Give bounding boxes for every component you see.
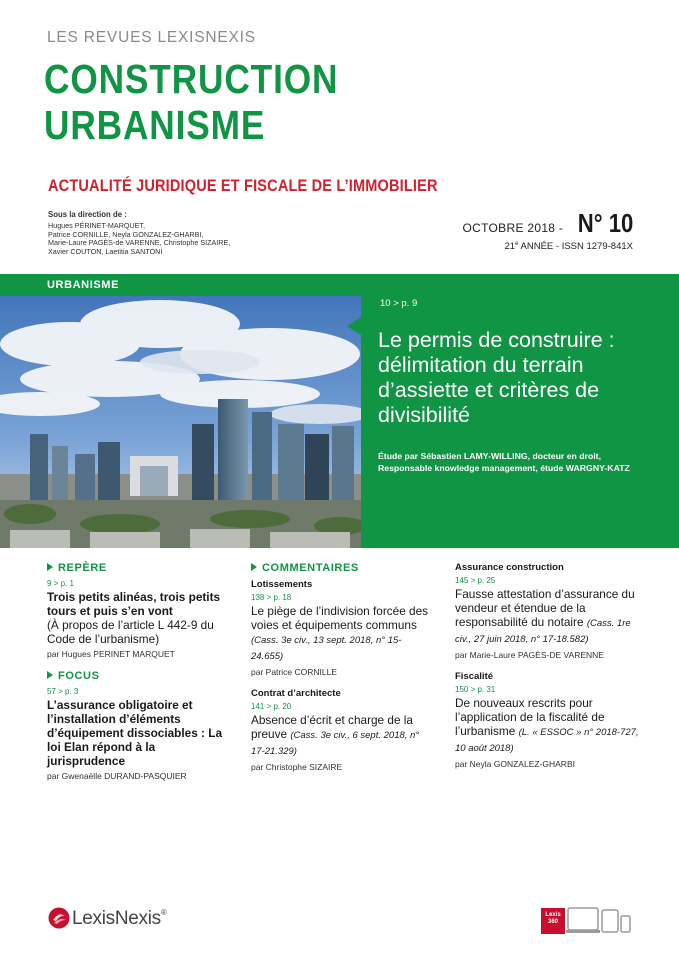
article-rubric: Lotissements — [251, 579, 313, 590]
title-line-2: URBANISME — [44, 102, 266, 148]
contents-column-1 — [47, 562, 227, 792]
article-author: par Marie-Laure PAGÈS-DE VARENNE — [455, 650, 604, 660]
article-title: L’assurance obligatoire et l’installation d’éléments d’équipement dissociables : La loi Elan répond à la jurisprudence — [47, 698, 223, 768]
feature-author: Étude par Sébastien LAMY-WILLING, docteur en droit, Responsable knowledge management, étude WARGNY-KATZ — [378, 451, 630, 473]
issue-info — [463, 208, 633, 252]
section-header-focus: FOCUS — [47, 670, 227, 682]
editorial-direction — [48, 211, 230, 257]
lexisnexis-logo-icon — [48, 907, 70, 929]
contents-column-2 — [251, 562, 431, 783]
section-band-label: URBANISME — [47, 279, 120, 291]
article-item[interactable] — [47, 579, 227, 659]
lexis360-badge: Lexis 360 — [541, 908, 565, 934]
panel-pointer — [347, 317, 361, 335]
journal-subtitle: ACTUALITÉ JURIDIQUE ET FISCALE DE L’IMMOBILIER — [48, 177, 438, 195]
feature-ref: 10 > p. 9 — [380, 298, 418, 309]
section-header-repere: REPÈRE — [47, 562, 227, 574]
article-author: par Hugues PERINET MARQUET — [47, 649, 175, 659]
section-arrow-icon — [47, 671, 53, 679]
article-title: Le piège de l’indivision forcée des voies et équipements communs (Cass. 3e civ., 13 sept. 2018, n° 15-24.655) — [251, 604, 429, 662]
article-item[interactable] — [455, 562, 645, 660]
article-citation: (L. « ESSOC » n° 2018-727, 10 août 2018) — [455, 727, 639, 754]
issue-date: OCTOBRE 2018 - — [462, 221, 564, 235]
article-item[interactable] — [251, 579, 431, 677]
section-band — [0, 274, 361, 296]
article-rubric: Contrat d’architecte — [251, 688, 341, 699]
article-citation: (Cass. 3e civ., 6 sept. 2018, n° 17-21.329) — [251, 730, 420, 757]
feature-panel — [361, 274, 679, 548]
article-title: Fausse attestation d’assurance du vendeur et étendue de la responsabilité du notaire (Cass. 1re civ., 27 juin 2018, n° 17-18.582) — [455, 587, 635, 645]
article-subtitle: (À propos de l’article L 442-9 du Code de l’urbanisme) — [47, 618, 214, 646]
article-ref: 9 > p. 1 — [47, 579, 74, 588]
article-author: par Neyla GONZALEZ-GHARBI — [455, 759, 575, 769]
direction-line: Patrice CORNILLE, Neyla GONZALEZ-GHARBI, — [48, 229, 204, 239]
contents-column-3 — [455, 562, 645, 780]
issue-year-issn: 21e ANNÉE - ISSN 1279-841X — [504, 241, 633, 253]
article-item[interactable] — [251, 688, 431, 772]
direction-line: Marie-Laure PAGÈS-de VARENNE, Christophe SIZAIRE, — [48, 238, 231, 248]
article-title: Trois petits alinéas, trois petits tours et puis s’en vont — [47, 590, 221, 618]
article-ref: 141 > p. 20 — [251, 702, 292, 711]
logo-wordmark: LexisNexis — [72, 908, 161, 929]
direction-lead: Sous la direction de : — [48, 210, 127, 219]
section-header-commentaires: COMMENTAIRES — [251, 562, 431, 574]
article-author: par Gwenaëlle DURAND-PASQUIER — [47, 771, 187, 781]
article-ref: 150 > p. 31 — [455, 685, 496, 694]
article-title: Absence d’écrit et charge de la preuve (Cass. 3e civ., 6 sept. 2018, n° 17-21.329) — [251, 713, 420, 757]
devices-icon — [566, 906, 632, 936]
direction-line: Hugues PÉRINET-MARQUET, — [48, 220, 146, 230]
article-citation: (Cass. 1re civ., 27 juin 2018, n° 17-18.582) — [455, 618, 631, 645]
article-author: par Christophe SIZAIRE — [251, 762, 343, 772]
article-item[interactable] — [47, 687, 227, 781]
article-item[interactable] — [455, 671, 645, 769]
article-author: par Patrice CORNILLE — [251, 667, 337, 677]
article-ref: 145 > p. 25 — [455, 576, 496, 585]
direction-line: Xavier COUTON, Laetitia SANTONI — [48, 247, 163, 257]
article-ref: 57 > p. 3 — [47, 687, 79, 696]
article-ref: 138 > p. 18 — [251, 593, 292, 602]
feature-block — [0, 274, 679, 548]
title-line-1: CONSTRUCTION — [44, 56, 339, 102]
cityscape-photo — [0, 274, 361, 548]
feature-headline: Le permis de construire : délimitation du terrain d’assiette et critères de divisibilité — [378, 328, 615, 427]
article-rubric: Fiscalité — [455, 671, 494, 682]
article-rubric: Assurance construction — [455, 562, 564, 573]
section-arrow-icon — [47, 563, 53, 571]
journal-title — [44, 56, 338, 148]
article-citation: (Cass. 3e civ., 13 sept. 2018, n° 15-24.655) — [251, 635, 402, 662]
article-title: De nouveaux rescrits pour l’application de la fiscalité de l’urbanisme (L. « ESSOC » n° 2018-727, 10 août 2018) — [455, 696, 639, 754]
section-arrow-icon — [251, 563, 257, 571]
series-name: LES REVUES LEXISNEXIS — [47, 29, 256, 46]
issue-number: N° 10 — [577, 208, 633, 238]
